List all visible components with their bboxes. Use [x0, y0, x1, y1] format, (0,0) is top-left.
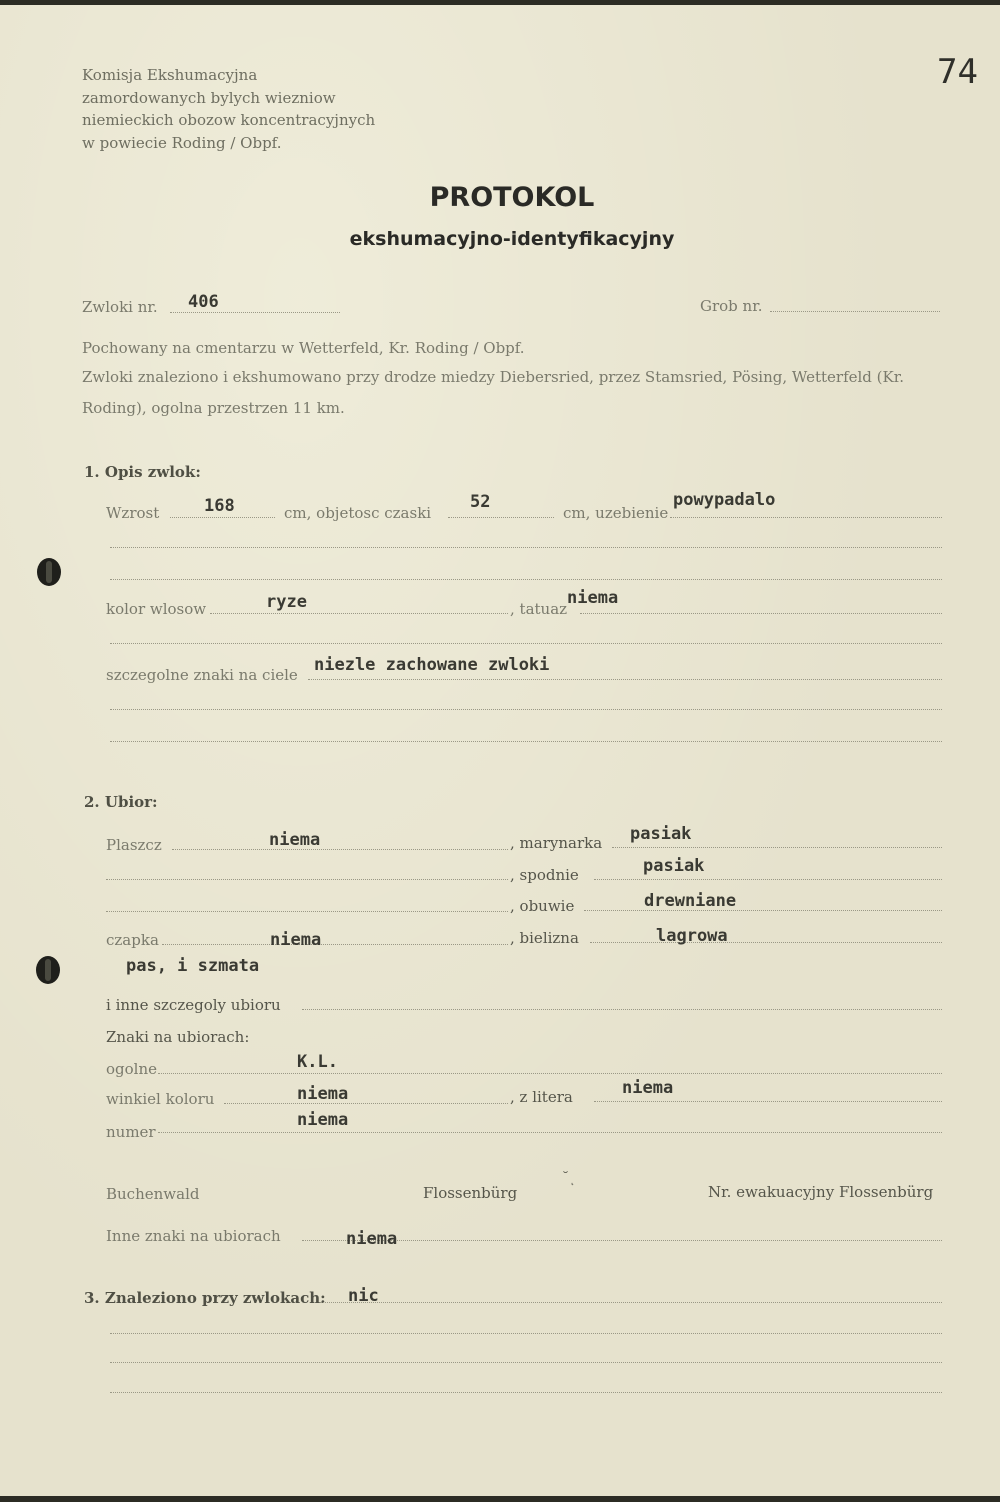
bielizna-line [590, 942, 942, 943]
punch-hole-lower [36, 956, 60, 984]
section-3-heading: 3. Znaleziono przy zwlokach: [84, 1289, 326, 1307]
blank-line [110, 1362, 942, 1363]
extra-clothing-value: pas, i szmata [126, 956, 260, 976]
numer-label: numer [106, 1123, 156, 1141]
numer-line [158, 1132, 942, 1133]
blank-line [106, 879, 508, 880]
zwloki-line [170, 312, 340, 313]
plaszcz-line [172, 849, 508, 850]
obuwie-line [584, 910, 942, 911]
document-subtitle: ekshumacyjno-identyfikacyjny [349, 228, 675, 250]
blank-line [106, 911, 508, 912]
czapka-label: czapka [106, 931, 159, 949]
litera-value: niema [622, 1078, 674, 1098]
section-3-line [320, 1302, 942, 1303]
tatuaz-line [580, 613, 942, 614]
document-title: PROTOKOL [429, 182, 595, 213]
ogolne-line [158, 1073, 942, 1074]
pencil-mark: ˘ ͅ [562, 1170, 573, 1186]
ewakuacyjny-label: Nr. ewakuacyjny Flossenbürg [708, 1183, 934, 1201]
org-line-1: Komisja Ekshumacyjna [82, 66, 258, 84]
kolor-line [210, 613, 508, 614]
org-line-4: w powiecie Roding / Obpf. [82, 133, 282, 152]
numer-value: niema [297, 1110, 349, 1130]
marynarka-line [612, 847, 942, 848]
zwloki-label: Zwloki nr. [82, 298, 158, 316]
organization-header [82, 64, 375, 154]
inne-znaki-value: niema [346, 1229, 398, 1249]
ogolne-value: K.L. [297, 1052, 338, 1072]
found-line-1: Zwloki znaleziono i ekshumowano przy drodze miedzy Diebersried, przez Stamsried, Pösing, Wetterfeld (Kr. [82, 368, 905, 386]
inne-szczegoly-label: i inne szczegoly ubioru [106, 996, 281, 1014]
blank-line [110, 1333, 942, 1334]
obuwie-label: , obuwie [510, 897, 575, 915]
spodnie-value: pasiak [643, 856, 705, 876]
blank-line [110, 709, 942, 710]
uzebienie-value: powypadalo [673, 490, 776, 510]
blank-line [110, 643, 942, 644]
kolor-value: ryze [266, 592, 307, 612]
litera-line [594, 1101, 942, 1102]
litera-label: , z litera [510, 1088, 573, 1106]
found-line-2: Roding), ogolna przestrzen 11 km. [82, 399, 345, 417]
znaki-ubiorach-label: Znaki na ubiorach: [106, 1028, 250, 1046]
winkiel-line [224, 1103, 508, 1104]
marynarka-label: , marynarka [510, 834, 603, 852]
czapka-value: niema [270, 930, 322, 950]
blank-line [110, 547, 942, 548]
inne-znaki-label: Inne znaki na ubiorach [106, 1227, 281, 1245]
org-line-2: zamordowanych bylych wiezniow [82, 88, 336, 107]
scan-bottom-edge [0, 1496, 1000, 1502]
flossenburg-label: Flossenbürg [423, 1184, 518, 1202]
blank-line [110, 741, 942, 742]
punch-hole-upper [37, 558, 61, 586]
section-3-value: nic [348, 1286, 379, 1306]
kolor-label: kolor wlosow [106, 600, 207, 618]
marynarka-value: pasiak [630, 824, 692, 844]
section-2-heading: 2. Ubior: [84, 793, 158, 811]
zwloki-value: 406 [188, 292, 219, 312]
uzebienie-line [670, 517, 942, 518]
section-1-heading: 1. Opis zwlok: [84, 463, 201, 481]
grob-line [770, 311, 940, 312]
blank-line [110, 579, 942, 580]
czapka-line [162, 944, 508, 945]
tatuaz-value: niema [567, 588, 619, 608]
ogolne-label: ogolne [106, 1060, 157, 1078]
buchenwald-label: Buchenwald [106, 1185, 200, 1203]
obuwie-value: drewniane [644, 891, 737, 911]
czaszka-line [448, 517, 554, 518]
inne-szczegoly-line [302, 1009, 942, 1010]
bielizna-label: , bielizna [510, 929, 579, 947]
wzrost-value: 168 [204, 496, 235, 516]
blank-line [110, 1392, 942, 1393]
spodnie-line [594, 879, 942, 880]
scan-top-edge [0, 0, 1000, 5]
page-number: 74 [937, 52, 978, 92]
winkiel-value: niema [297, 1084, 349, 1104]
znaki-value: niezle zachowane zwloki [314, 655, 550, 675]
tatuaz-label: , tatuaz [510, 600, 568, 618]
plaszcz-value: niema [269, 830, 321, 850]
znaki-line [308, 679, 942, 680]
buried-line: Pochowany na cmentarzu w Wetterfeld, Kr. Roding / Obpf. [82, 339, 525, 357]
uzebienie-label: cm, uzebienie [563, 504, 669, 522]
inne-znaki-line [302, 1240, 942, 1241]
org-line-3: niemieckich obozow koncentracyjnych [82, 111, 376, 129]
spodnie-label: , spodnie [510, 866, 579, 884]
wzrost-label: Wzrost [106, 504, 160, 522]
winkiel-label: winkiel koloru [106, 1090, 215, 1108]
bielizna-value: lagrowa [656, 926, 728, 946]
znaki-label: szczegolne znaki na ciele [106, 666, 298, 684]
czaszka-label: cm, objetosc czaski [284, 504, 432, 522]
plaszcz-label: Plaszcz [106, 836, 162, 854]
grob-label: Grob nr. [700, 297, 763, 315]
czaszka-value: 52 [470, 492, 491, 512]
wzrost-line [170, 517, 275, 518]
